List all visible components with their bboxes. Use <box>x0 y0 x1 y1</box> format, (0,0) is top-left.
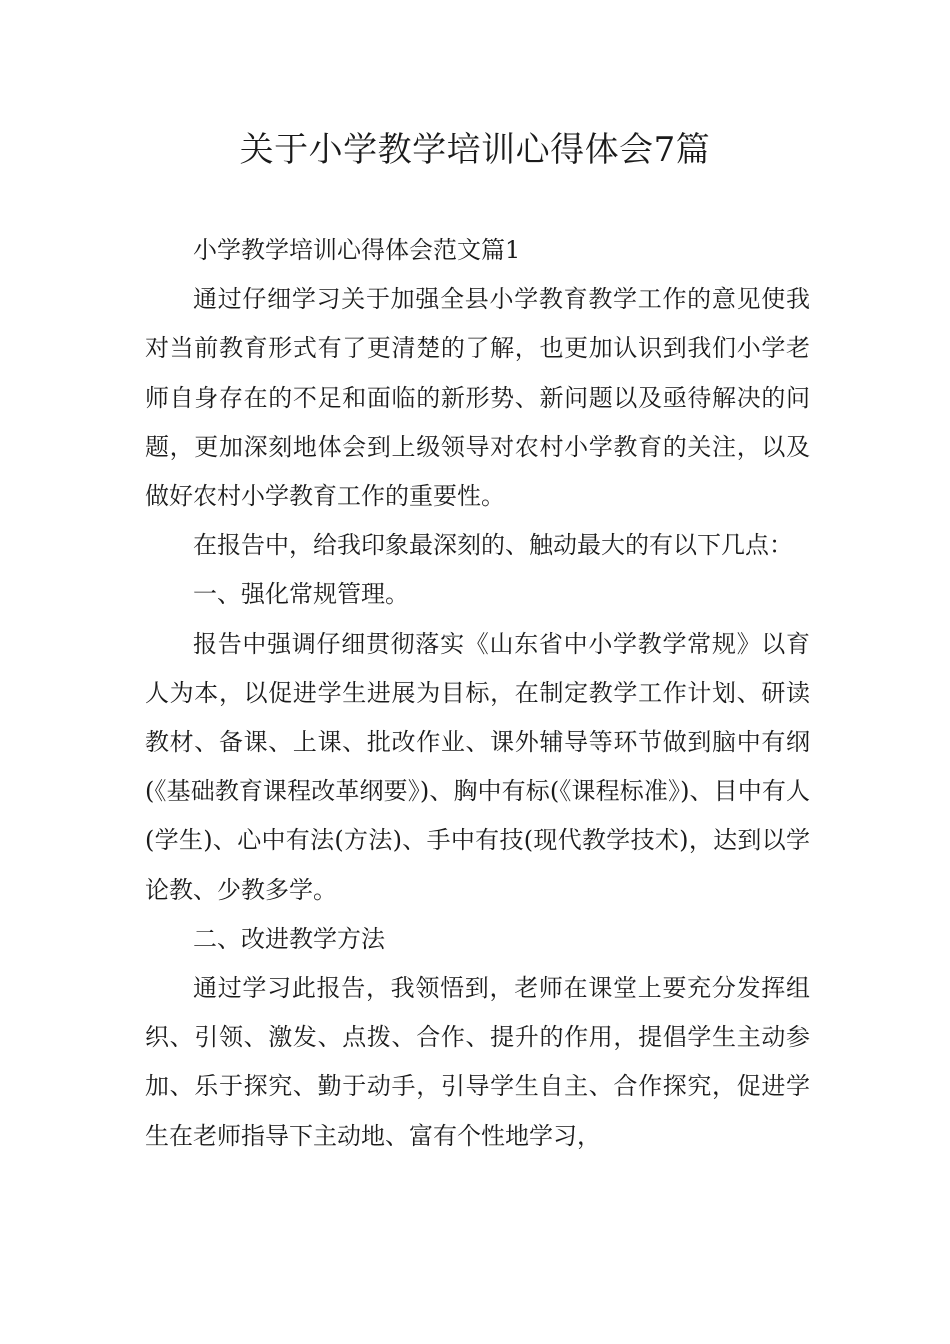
paragraph-intro: 通过仔细学习关于加强全县小学教育教学工作的意见使我对当前教育形式有了更清楚的了解，也更加认识到我们小学老师自身存在的不足和面临的新形势、新问题以及亟待解决的问题，更加深刻地体会到上级领导对农村小学教育的关注，以及做好农村小学教育工作的重要性。 <box>145 285 810 511</box>
paragraph-routine-management: 报告中强调仔细贯彻落实《山东省中小学教学常规》以育人为本，以促进学生进展为目标，在制定教学工作计划、研读教材、备课、上课、批改作业、课外辅导等环节做到脑中有纲(《基础教育课程改革纲要》)、胸中有标(《课程标准》)、目中有人(学生)、心中有法(方法)、手中有技(现代教学技术)，达到以学论教、少教多学。 <box>145 629 810 904</box>
section-heading-2: 二、改进教学方法 <box>193 924 385 953</box>
document-title: 关于小学教学培训心得体会7篇 <box>239 130 711 170</box>
section-heading-1: 一、强化常规管理。 <box>193 580 409 609</box>
section-heading-article-1: 小学教学培训心得体会范文篇1 <box>193 236 521 264</box>
paragraph-impressions: 在报告中，给我印象最深刻的、触动最大的有以下几点： <box>193 531 793 560</box>
paragraph-teaching-methods: 通过学习此报告，我领悟到，老师在课堂上要充分发挥组织、引领、激发、点拨、合作、提升的作用，提倡学生主动参加、乐于探究、勤于动手，引导学生自主、合作探究，促进学生在老师指导下主动地、富有个性地学习， <box>145 974 810 1150</box>
document-body <box>145 226 810 1161</box>
